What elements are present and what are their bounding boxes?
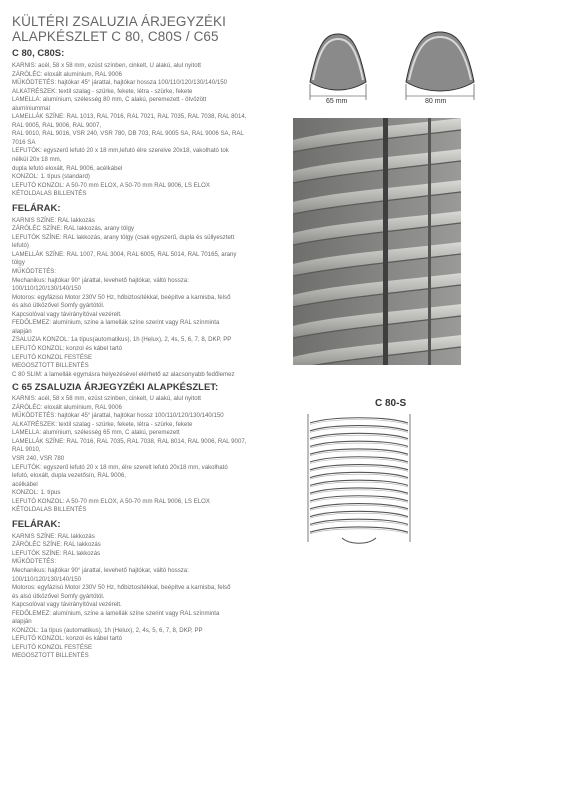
spec-line: VSR 240, VSR 780 (12, 454, 65, 462)
stacked-slat-inner (310, 443, 408, 448)
stacked-slat (310, 496, 408, 501)
stacked-slat-inner (310, 521, 408, 526)
spec-line: LEFUTÓK: egyszerű lefutó 20 x 18 mm, élre szerelt lefutó 20x18 mm, vakolható (12, 463, 228, 471)
stacked-slat (310, 504, 408, 509)
spec-line: KARNIS SZÍNE: RAL lakkozás (12, 532, 95, 540)
spec-line: FEDŐLEMEZ: alumínium, színe a lamellák színe szerint vagy RAL színminta (12, 609, 220, 617)
spec-line: LAMELLA: alumínium, szélesség 65 mm, C alakú, peremezett (12, 429, 180, 437)
bottom-rail (342, 538, 376, 543)
spec-line: KARNIS SZÍNE: RAL lakkozás (12, 216, 95, 224)
stacked-slat (310, 441, 408, 446)
stacked-slat (310, 511, 408, 516)
spec-line: ZÁRÓLÉC SZÍNE: RAL lakkozás, arany tölgy (12, 225, 135, 233)
spec-line: 100/110/120/130/140/150 (12, 575, 82, 583)
spec-line: Kapcsolóval vagy távirányítóval vezérelt. (12, 601, 122, 609)
spec-line: 7016 SA (12, 138, 36, 146)
profile-80mm-shape (406, 32, 474, 91)
stack-diagram-label: C 80-S (375, 398, 407, 409)
spec-line: KONZOL: 1a típus (automatikus), 1h (Helux), 2, 4s, 5, 6, 7, 8, DKP, PP (12, 626, 203, 634)
slat-profile-drawings (296, 22, 546, 104)
section-c65-lines (12, 395, 284, 515)
page-title: KÜLTÉRI ZSALUZIA ÁRJEGYZÉKI ALAPKÉSZLET C 80, C80S / C65 (12, 14, 226, 44)
spec-line: LAMELLÁK SZÍNE: RAL 7016, RAL 7035, RAL 7038, RAL 8014, RAL 9006, RAL 9007, (12, 437, 247, 445)
spec-line: FEDŐLEMEZ: alumínium, színe a lamellák színe szerint vagy RAL színminta (12, 319, 220, 327)
section-c65-surcharge-lines (12, 533, 284, 661)
stacked-slat (310, 465, 408, 470)
spec-line: MŰKÖDTETÉS: (12, 558, 57, 566)
spec-line: Motoros: egyfázisú Motor 230V 50 Hz, hőbiztosítékkal, beépítve a karnisba, felső (12, 293, 231, 301)
spec-line: KONZOL: 1. típus (standard) (12, 173, 90, 181)
spec-line: alapján (12, 327, 32, 335)
spec-line: LAMELLÁK SZÍNE: RAL 1013, RAL 7016, RAL 7021, RAL 7035, RAL 7038, RAL 8014, (12, 113, 247, 121)
profile-65mm-label: 65 mm (326, 98, 348, 104)
spec-line: nélkül 20x 18 mm, (12, 156, 62, 164)
spec-line: KÉTOLDALAS BILLENTÉS (12, 190, 87, 198)
stacked-slat (310, 433, 408, 438)
stacked-slat-inner (310, 466, 408, 471)
spec-line: Motoros: egyfázisú Motor 230V 50 Hz, hőbiztosítékkal, beépítve a karnisba, felső (12, 584, 231, 592)
ladder-tape (428, 118, 431, 365)
stacked-slat-inner (310, 498, 408, 503)
spec-line: MŰKÖDTETÉS: hajtókar 45° járattal, hajtókar hossz 100/110/120/130/140/150 (12, 412, 224, 420)
section-heading-c80-surcharges: FELÁRAK: (12, 202, 61, 214)
stacked-slat-inner (310, 427, 408, 432)
spec-line: ZÁRÓLÉC SZÍNE: RAL lakkozás (12, 541, 101, 549)
spec-line: LAMELLÁK SZÍNE: RAL 1007, RAL 3004, RAL 6005, RAL 5014, RAL 70165, arany (12, 250, 237, 258)
stacked-slat-inner (310, 529, 408, 534)
stacked-slat-inner (310, 451, 408, 456)
spec-line: ZÁRÓLÉC: eloxált alumínium, RAL 9006 (12, 70, 122, 78)
profile-80mm-label: 80 mm (425, 98, 447, 104)
spec-line: MŰKÖDTETÉS: (12, 268, 57, 276)
spec-line: 100/110/120/130/140/150 (12, 285, 82, 293)
spec-line: ZÁRÓLÉC: eloxált alumínium, RAL 9006 (12, 403, 122, 411)
spec-line: és alsó ütközővel Somfy gyártótól. (12, 592, 105, 600)
spec-line: LEFUTÓ KONZOL FESTÉSE (12, 353, 93, 361)
stacked-slat (310, 457, 408, 462)
spec-line: LEFUTÓ KONZOL: konzol és kábel tartó (12, 635, 123, 643)
stacked-slat-inner (310, 435, 408, 440)
spec-line: dupla lefutó eloxált, RAL 9006, acélkábel (12, 164, 123, 172)
guide-cable (383, 118, 388, 365)
stacked-slat (310, 418, 408, 423)
stacked-slat (310, 519, 408, 524)
spec-line: MŰKÖDTETÉS: hajtókar 45° járattal, hajtókar hossza 100/110/120/130/140/150 (12, 79, 228, 87)
spec-line: ZSALUZIA KONZOL: 1a típus(automatikus), 1h (Helux), 2, 4s, 5, 6, 7, 8, DKP, PP (12, 336, 232, 344)
spec-line: LEFUTÓ KONZOL: A 50-70 mm ELOX, A 50-70 mm RAL 9006, LS ELOX (12, 497, 210, 505)
c80s-stack-diagram (302, 412, 414, 547)
spec-line: lefutó, eloxált, dupla vezetősín, RAL 9006, (12, 472, 126, 480)
spec-line: lefutó) (12, 242, 29, 250)
stacked-slat (310, 472, 408, 477)
spec-line: KONZOL: 1. típus (12, 489, 61, 497)
spec-line: LEFUTÓ KONZOL: A 50-70 mm ELOX, A 50-70 mm RAL 9006, LS ELOX (12, 181, 210, 189)
spec-line: RAL 9010, RAL 9016, VSR 240, VSR 780, DB 703, RAL 9005 SA, RAL 9006 SA, RAL (12, 130, 244, 138)
stacked-slats (310, 418, 408, 544)
spec-line: RAL 9005, RAL 9006, RAL 9007, (12, 121, 102, 129)
stacked-slat (310, 426, 408, 431)
spec-line: LEFUTÓ KONZOL FESTÉSE (12, 643, 93, 651)
stacked-slat (310, 488, 408, 493)
spec-line: MEGOSZTOTT BILLENTÉS (12, 362, 89, 370)
spec-line: LEFUTÓK SZÍNE: RAL lakkozás, arany tölgy (csak egyszerű, dupla és süllyesztett (12, 233, 235, 241)
spec-line: KARNIS: acél, 58 x 58 mm, ezüst színben, cinkelt, U alakú, alul nyitott (12, 395, 201, 403)
spec-line: KÉTOLDALAS BILLENTÉS (12, 506, 87, 514)
spec-line: MEGOSZTOTT BILLENTÉS (12, 652, 89, 660)
stacked-slat-inner (310, 474, 408, 479)
section-c80-lines (12, 62, 284, 199)
spec-line: LEFUTÓK: egyszerű lefutó 20 x 18 mm,lefutó élre szerelve 20x18, vakolható tok (12, 147, 229, 155)
stacked-slat-inner (310, 420, 408, 425)
spec-line: Mechanikus: hajtókar 90° járattal, levehető hajtókar, váltó hossza: (12, 566, 189, 574)
spec-line: alapján (12, 618, 32, 626)
stacked-slat-inner (310, 459, 408, 464)
stacked-slat (310, 449, 408, 454)
stacked-slat-inner (310, 513, 408, 518)
stacked-slat (310, 527, 408, 532)
spec-line: tölgy (12, 259, 25, 267)
spec-line: KARNIS: acél, 58 x 58 mm, ezüst színben, cinkelt, U alakú, alul nyitott (12, 62, 201, 69)
spec-line: RAL 9010, (12, 446, 41, 454)
spec-line: LEFUTÓK SZÍNE: RAL lakkozás (12, 549, 101, 557)
spec-line: és alsó ütközővel Somfy gyártótól. (12, 302, 105, 310)
louvre-photo (293, 118, 461, 365)
stacked-slat (310, 480, 408, 485)
section-heading-c65: C 65 ZSALUZIA ÁRJEGYZÉKI ALAPKÉSZLET: (12, 382, 219, 394)
spec-line: ALKATRÉSZEK: textil szalag - szürke, fekete, létra - szürke, fekete (12, 420, 193, 428)
spec-line: Kapcsolóval vagy távirányítóval vezérelt. (12, 310, 122, 318)
spec-line: Mechanikus: hajtókar 90° járattal, levehető hajtókar, váltó hossza: (12, 276, 189, 284)
spec-line: acélkábel (12, 480, 38, 488)
spec-line: LEFUTÓ KONZOL: konzol és kábel tartó (12, 344, 123, 352)
spec-line: C 80 SLIM: a lamellák egymásra helyezésével elérhető az alacsonyabb fedőlemez (12, 370, 235, 378)
spec-text-column (12, 14, 284, 661)
stacked-slat-inner (310, 482, 408, 487)
section-heading-c80: C 80, C80S: (12, 48, 65, 59)
stacked-slat-inner (310, 490, 408, 495)
section-c80-surcharge-lines (12, 217, 284, 379)
profile-65mm-shape (310, 34, 366, 90)
spec-line: alumíniummal (12, 104, 50, 112)
stacked-slat-inner (310, 505, 408, 510)
section-heading-c65-surcharges: FELÁRAK: (12, 518, 61, 530)
spec-line: ALKATRÉSZEK: textil szalag - szürke, fekete, létra - szürke, fekete (12, 87, 193, 95)
spec-line: LAMELLA: alumínium, szélesség 80 mm, C alakú, peremezett - ötvözött (12, 96, 207, 104)
